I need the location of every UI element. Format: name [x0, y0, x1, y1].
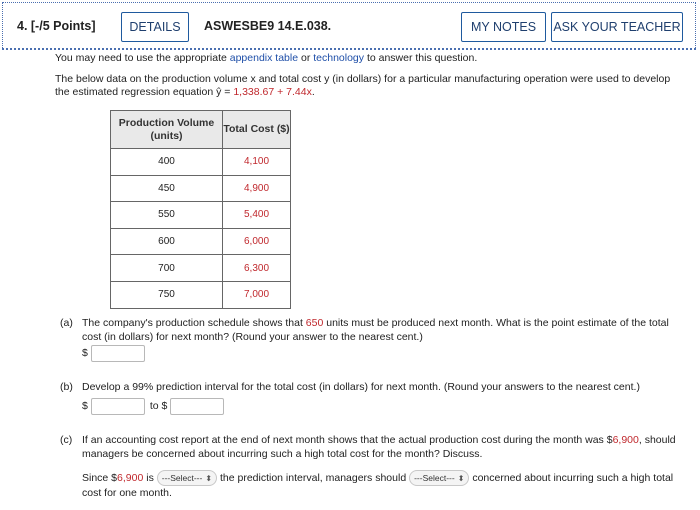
- question-number: 4. [-/5 Points]: [17, 19, 96, 33]
- select-value: ---Select---: [414, 472, 455, 483]
- ask-teacher-button[interactable]: ASK YOUR TEACHER: [551, 12, 683, 42]
- question-id: ASWESBE9 14.E.038.: [204, 19, 332, 33]
- chevron-updown-icon: ⬍: [205, 473, 213, 483]
- interval-upper-input[interactable]: [170, 398, 224, 415]
- part-a-question: [82, 317, 678, 344]
- part-a-label: (a): [60, 317, 73, 329]
- table-row: [111, 149, 291, 176]
- volume-cell: 550: [111, 202, 223, 229]
- part-a-text: units must be produced next month. What is the point estimate of the total cost (in dollars) for next month? (Round your answer to the nearest cent.): [82, 317, 669, 343]
- part-c: [60, 434, 680, 504]
- table-row: [111, 175, 291, 202]
- select-value: ---Select---: [161, 472, 203, 483]
- intro-text: or: [298, 52, 314, 64]
- chevron-updown-icon: ⬍: [457, 473, 465, 483]
- since-cost-value: 6,900: [117, 471, 144, 484]
- to-label: to $: [149, 399, 168, 412]
- question-header: [2, 2, 696, 50]
- end-text: concerned about incurring such a high total cost for one month.: [82, 471, 674, 499]
- appendix-table-link[interactable]: appendix table: [229, 52, 299, 64]
- table-row: [111, 255, 291, 282]
- actual-cost-value: 6,900: [612, 434, 639, 446]
- part-c-question: [82, 434, 678, 461]
- volume-cell: 400: [111, 149, 223, 176]
- technology-link[interactable]: technology: [313, 52, 365, 64]
- cost-cell: 6,000: [223, 228, 291, 255]
- cost-cell: 7,000: [223, 281, 291, 308]
- table-row: [111, 228, 291, 255]
- part-c-text: If an accounting cost report at the end of next month shows that the actual production cost during the month was $: [82, 434, 613, 446]
- cost-cell: 6,300: [223, 255, 291, 282]
- volume-cell: 700: [111, 255, 223, 282]
- details-button[interactable]: DETAILS: [121, 12, 189, 42]
- cost-cell: 5,400: [223, 202, 291, 229]
- since-text: is: [143, 471, 154, 484]
- part-a: [60, 317, 680, 367]
- column-header-volume: Production Volume (units): [111, 111, 223, 149]
- part-b-question: Develop a 99% prediction interval for the total cost (in dollars) for next month. (Round your answers to the nearest cent.): [82, 381, 640, 393]
- part-b-label: (b): [60, 381, 73, 393]
- part-c-text: , should managers be concerned about incurring such a high total cost for the month? Discuss.: [82, 434, 676, 460]
- problem-text: The below data on the production volume x and total cost y (in dollars) for a particular manufacturing operation were used to develop the estimated regression equation ŷ =: [55, 73, 671, 98]
- part-a-text: The company's production schedule shows that: [82, 317, 306, 329]
- point-estimate-input[interactable]: [91, 345, 145, 362]
- part-b: [60, 381, 680, 421]
- units-value: 650: [305, 317, 324, 329]
- problem-text: .: [311, 86, 315, 98]
- part-c-answer: [82, 470, 678, 501]
- part-c-label: (c): [60, 434, 73, 446]
- interval-position-select[interactable]: [157, 470, 217, 486]
- interval-lower-input[interactable]: [91, 398, 145, 415]
- my-notes-button[interactable]: MY NOTES: [461, 12, 546, 42]
- part-a-answer-row: [82, 345, 145, 362]
- dollar-sign: $: [82, 346, 88, 359]
- intro-text: You may need to use the appropriate: [55, 52, 230, 64]
- regression-equation: 1,338.67 + 7.44x: [233, 86, 312, 98]
- intro-text: to answer this question.: [364, 52, 478, 64]
- intro-instruction: [55, 52, 675, 65]
- cost-cell: 4,100: [223, 149, 291, 176]
- table-row: [111, 202, 291, 229]
- mid-text: the prediction interval, managers should: [219, 471, 407, 484]
- volume-cell: 450: [111, 175, 223, 202]
- part-b-answer-row: [82, 398, 224, 415]
- volume-cell: 750: [111, 281, 223, 308]
- problem-statement: [55, 73, 675, 99]
- volume-cell: 600: [111, 228, 223, 255]
- data-table: [110, 110, 291, 309]
- concern-select[interactable]: [409, 470, 469, 486]
- dollar-sign: $: [82, 399, 88, 412]
- table-row: [111, 281, 291, 308]
- since-text: Since $: [82, 471, 118, 484]
- column-header-cost: Total Cost ($): [223, 111, 291, 149]
- cost-cell: 4,900: [223, 175, 291, 202]
